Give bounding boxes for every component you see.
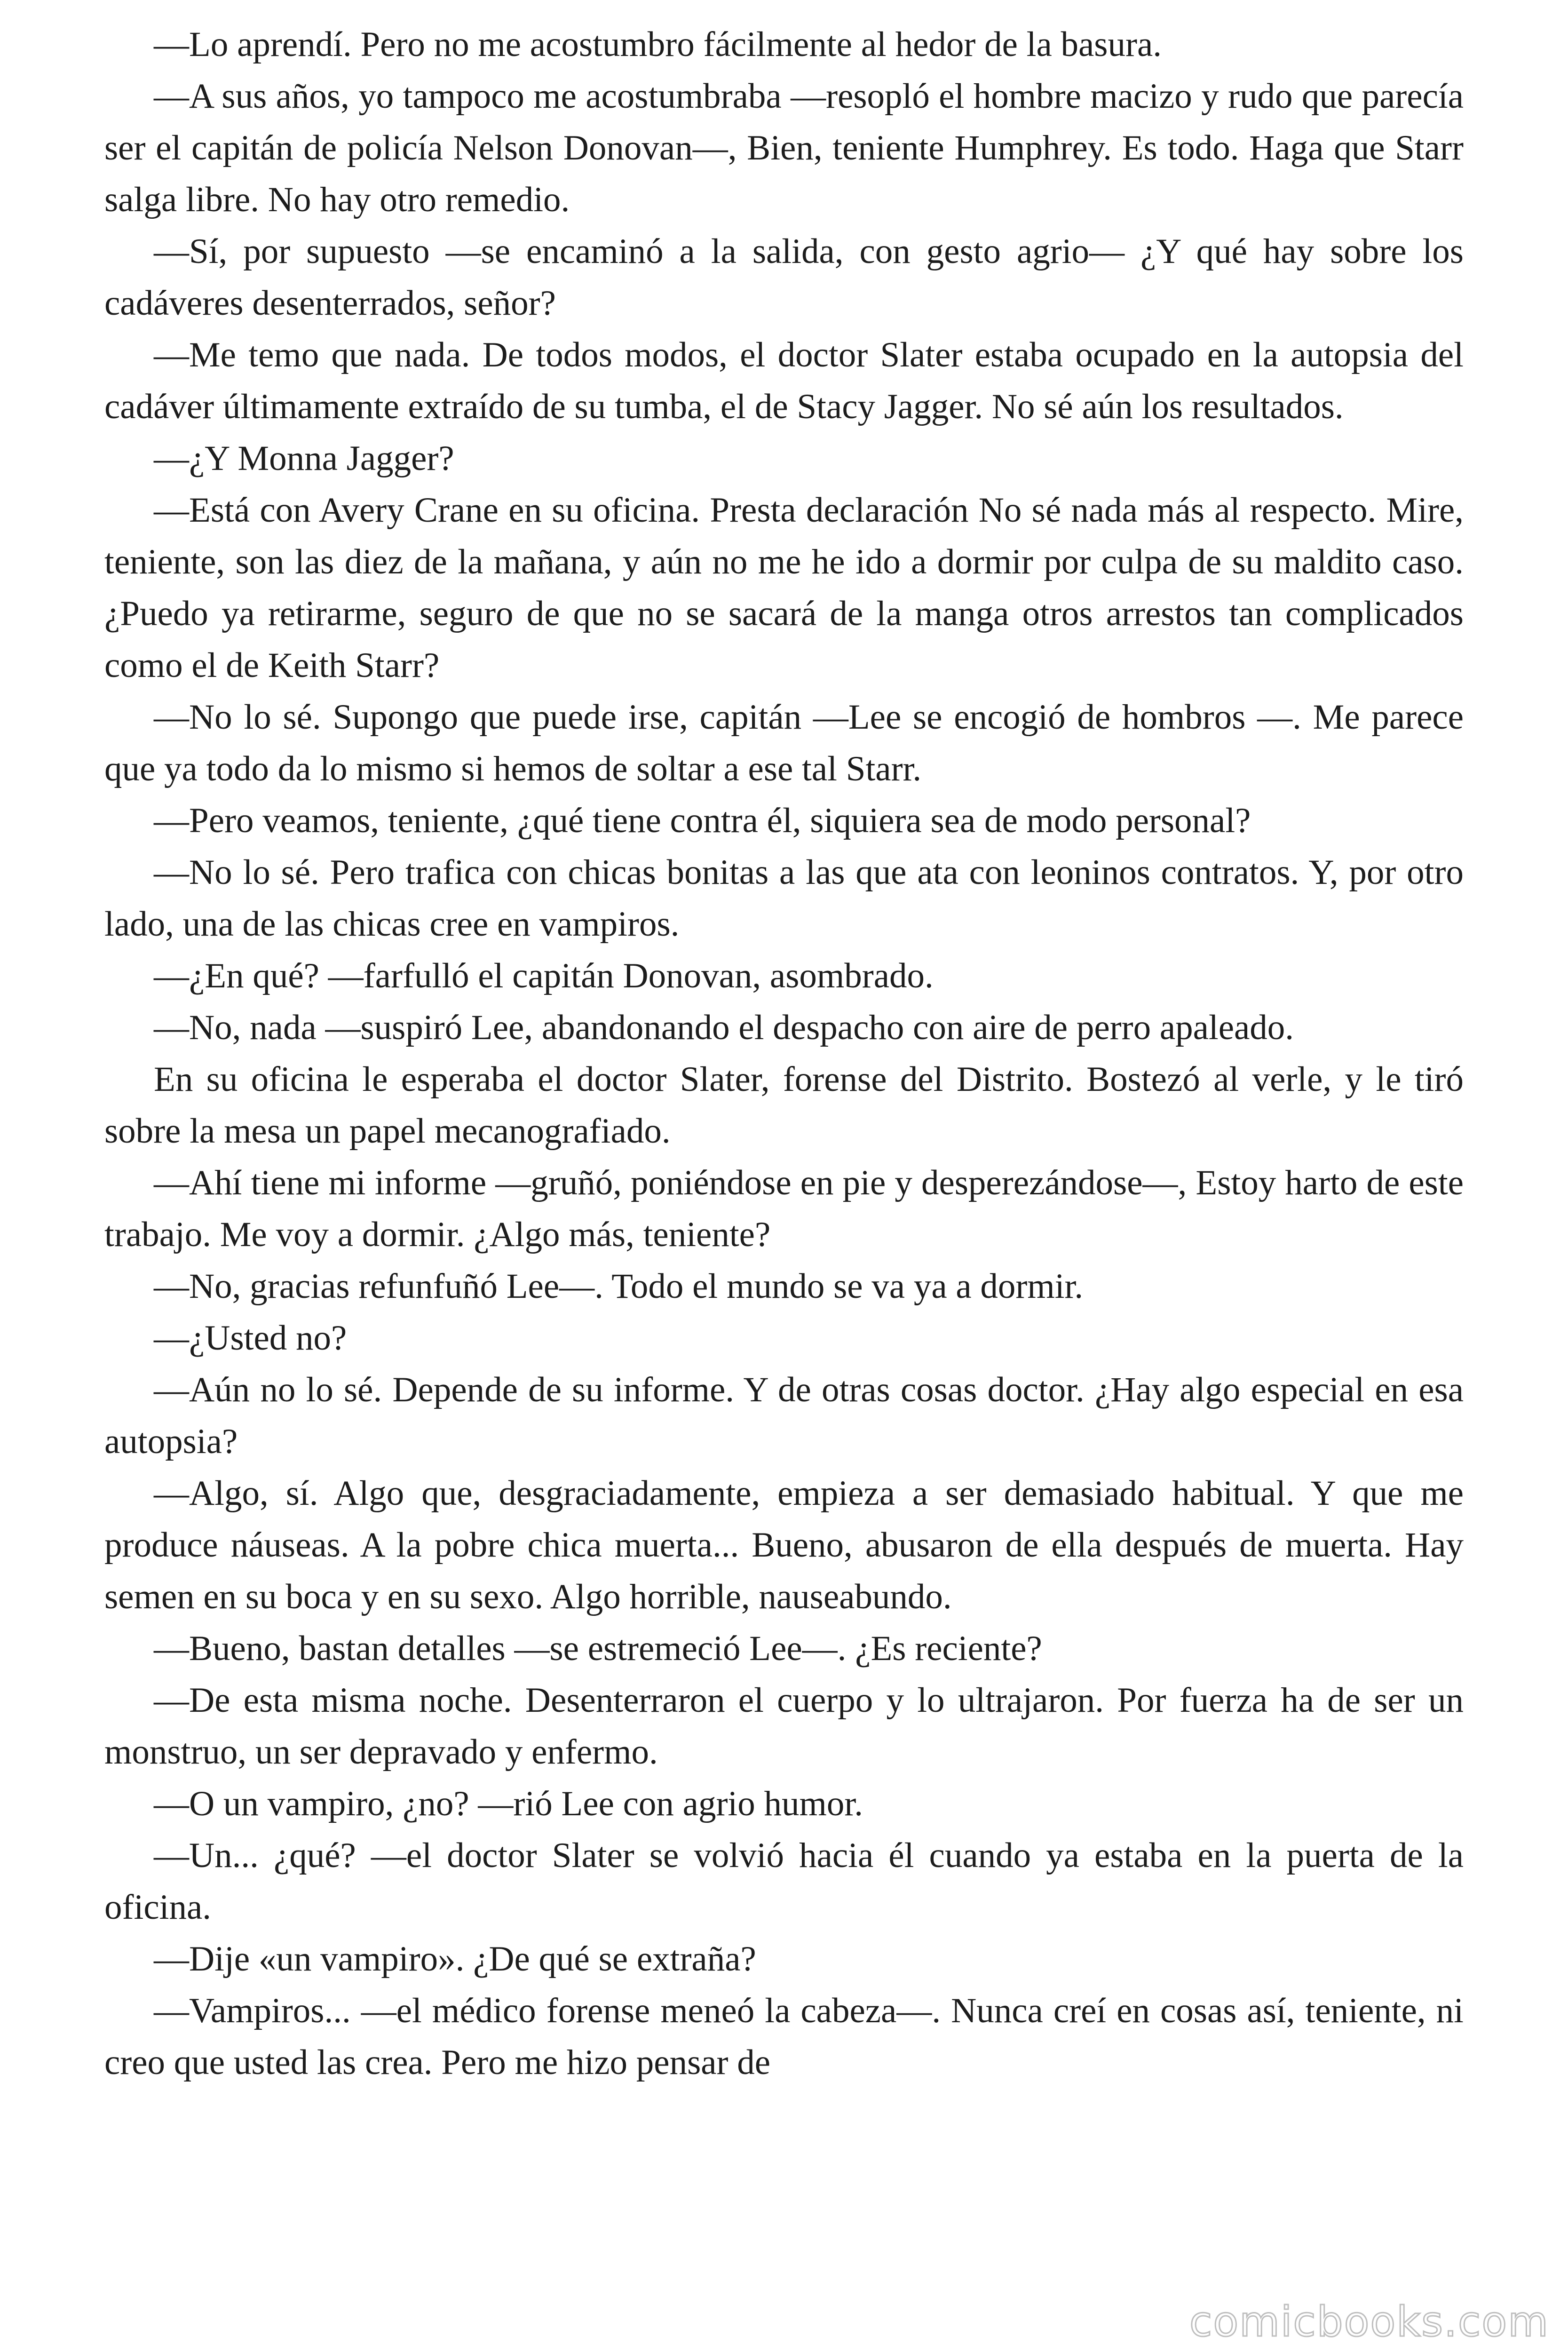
- book-page: [104, 19, 1464, 2328]
- paragraph: —¿Usted no?: [154, 1319, 347, 1358]
- paragraph: —No, gracias refunfuñó Lee—. Todo el mundo se va ya a dormir.: [154, 1267, 1084, 1306]
- paragraph: —Un... ¿qué? —el doctor Slater se volvió hacia él cuando ya estaba en la puerta de la oficina.: [104, 1836, 1464, 1927]
- paragraph: —Pero veamos, teniente, ¿qué tiene contra él, siquiera sea de modo personal?: [154, 801, 1251, 840]
- paragraph: —O un vampiro, ¿no? —rió Lee con agrio humor.: [154, 1784, 863, 1823]
- paragraph: —Me temo que nada. De todos modos, el doctor Slater estaba ocupado en la autopsia del cadáver últimamente extraído de su tumba, el de Stacy Jagger. No sé aún los resultados.: [104, 335, 1464, 426]
- paragraph: —Ahí tiene mi informe —gruñó, poniéndose en pie y desperezándose—, Estoy harto de este trabajo. Me voy a dormir. ¿Algo más, teniente?: [104, 1163, 1464, 1254]
- paragraph: —Dije «un vampiro». ¿De qué se extraña?: [154, 1939, 756, 1979]
- paragraph: —De esta misma noche. Desenterraron el cuerpo y lo ultrajaron. Por fuerza ha de ser un monstruo, un ser depravado y enfermo.: [104, 1681, 1464, 1772]
- paragraph: —No lo sé. Supongo que puede irse, capitán —Lee se encogió de hombros —. Me parece que ya todo da lo mismo si hemos de soltar a ese tal Starr.: [104, 698, 1464, 788]
- paragraph: —Está con Avery Crane en su oficina. Presta declaración No sé nada más al respecto. Mire, teniente, son las diez de la mañana, y aún no me he ido a dormir por culpa de su maldito caso. ¿Puedo ya retirarme, seguro de que no se sacará de la manga otros arrestos tan complicados como el de Keith Starr?: [104, 491, 1464, 685]
- paragraph: —No, nada —suspiró Lee, abandonando el despacho con aire de perro apaleado.: [154, 1008, 1294, 1047]
- watermark-logo: comicbooks.com: [1189, 2297, 1549, 2346]
- paragraph: —¿Y Monna Jagger?: [154, 439, 454, 478]
- paragraph: En su oficina le esperaba el doctor Slater, forense del Distrito. Bostezó al verle, y le tiró sobre la mesa un papel mecanografiado.: [104, 1060, 1464, 1151]
- paragraph: —Bueno, bastan detalles —se estremeció Lee—. ¿Es reciente?: [154, 1629, 1042, 1668]
- paragraph: —Algo, sí. Algo que, desgraciadamente, empieza a ser demasiado habitual. Y que me produce náuseas. A la pobre chica muerta... Bueno, abusaron de ella después de muerta. Hay semen en su boca y en su sexo. Algo horrible, nauseabundo.: [104, 1474, 1464, 1616]
- paragraph: —Aún no lo sé. Depende de su informe. Y de otras cosas doctor. ¿Hay algo especial en esa autopsia?: [104, 1370, 1464, 1461]
- paragraph: —Lo aprendí. Pero no me acostumbro fácilmente al hedor de la basura.: [154, 25, 1162, 64]
- paragraph: —¿En qué? —farfulló el capitán Donovan, asombrado.: [154, 956, 934, 995]
- paragraph: —No lo sé. Pero trafica con chicas bonitas a las que ata con leoninos contratos. Y, por otro lado, una de las chicas cree en vampiros.: [104, 853, 1464, 944]
- paragraph: —Vampiros... —el médico forense meneó la cabeza—. Nunca creí en cosas así, teniente, ni creo que usted las crea. Pero me hizo pensar de: [104, 1991, 1464, 2082]
- paragraph: —A sus años, yo tampoco me acostumbraba —resopló el hombre macizo y rudo que parecía ser el capitán de policía Nelson Donovan—, Bien, teniente Humphrey. Es todo. Haga que Starr salga libre. No hay otro remedio.: [104, 77, 1464, 219]
- paragraph: —Sí, por supuesto —se encaminó a la salida, con gesto agrio— ¿Y qué hay sobre los cadáveres desenterrados, señor?: [104, 232, 1464, 323]
